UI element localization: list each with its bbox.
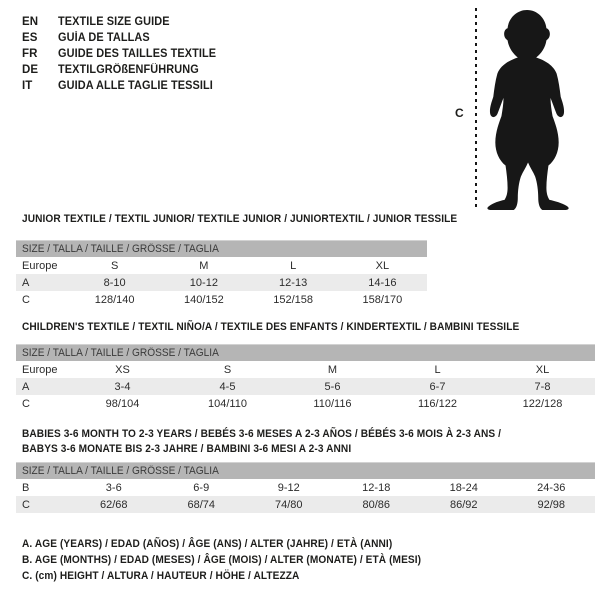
language-row — [22, 62, 225, 78]
row-label: A — [22, 276, 30, 289]
language-code: IT — [22, 80, 33, 92]
cell-value: 140/152 — [183, 293, 224, 306]
size-header-bar — [16, 240, 427, 257]
cell-value: L — [290, 259, 297, 272]
language-title: GUÍA DE TALLAS — [58, 32, 150, 44]
row-label: Europe — [22, 363, 58, 376]
footnote-line: B. AGE (MONTHS) / EDAD (MESES) / ÂGE (MOIS) / ALTER (MONATE) / ETÀ (MESI) — [22, 554, 422, 566]
table-title-line: BABYS 3-6 MONATE BIS 2-3 JAHRE / BAMBINI 3-6 MESI A 2-3 ANNI — [22, 443, 352, 455]
cell-value: 5-6 — [324, 380, 341, 393]
language-row — [22, 14, 225, 30]
cell-value: S — [223, 363, 232, 376]
cell-value: 18-24 — [449, 481, 478, 494]
cell-value: 3-6 — [105, 481, 122, 494]
language-row — [22, 30, 225, 46]
language-code: EN — [22, 16, 39, 28]
cell-value: 12-18 — [362, 481, 391, 494]
height-measure-label: C — [455, 106, 464, 120]
table-row — [16, 395, 595, 412]
size-header-label: SIZE / TALLA / TAILLE / GRÖSSE / TAGLIA — [22, 465, 219, 477]
table-title — [16, 427, 595, 457]
cell-value: 92/98 — [537, 498, 566, 511]
language-row — [22, 46, 225, 62]
cell-value: 110/116 — [313, 397, 352, 410]
footnote-line: A. AGE (YEARS) / EDAD (AÑOS) / ÂGE (ANS) / ALTER (JAHRE) / ETÀ (ANNI) — [22, 538, 393, 550]
table-row — [16, 257, 427, 274]
size-header-label: SIZE / TALLA / TAILLE / GRÖSSE / TAGLIA — [22, 347, 219, 359]
cell-value: XS — [115, 363, 130, 376]
language-title: GUIDA ALLE TAGLIE TESSILI — [58, 80, 213, 92]
table-title — [16, 321, 595, 334]
size-header-bar — [16, 344, 595, 361]
cell-value: 3-4 — [114, 380, 131, 393]
cell-value: 74/80 — [274, 498, 303, 511]
cell-value: 10-12 — [189, 276, 218, 289]
row-label: C — [22, 498, 30, 511]
table-title-line: JUNIOR TEXTILE / TEXTIL JUNIOR/ TEXTILE JUNIOR / JUNIORTEXTIL / JUNIOR TESSILE — [22, 213, 458, 225]
language-header — [22, 14, 225, 94]
cell-value: S — [110, 259, 119, 272]
cell-value: 24-36 — [537, 481, 566, 494]
baby-silhouette-icon — [480, 8, 574, 210]
language-title: GUIDE DES TAILLES TEXTILE — [58, 48, 217, 60]
cell-value: 86/92 — [449, 498, 478, 511]
language-row — [22, 78, 225, 94]
row-label: C — [22, 397, 30, 410]
cell-value: 12-13 — [279, 276, 308, 289]
cell-value: XL — [535, 363, 550, 376]
footnote-line: C. (cm) HEIGHT / ALTURA / HAUTEUR / HÖHE / ALTEZZA — [22, 570, 300, 582]
row-label: A — [22, 380, 30, 393]
cell-value: 104/110 — [208, 397, 247, 410]
table-row — [16, 479, 595, 496]
cell-value: XL — [375, 259, 390, 272]
cell-value: 8-10 — [103, 276, 126, 289]
size-header-label: SIZE / TALLA / TAILLE / GRÖSSE / TAGLIA — [22, 243, 219, 255]
cell-value: 68/74 — [187, 498, 216, 511]
cell-value: 80/86 — [362, 498, 391, 511]
cell-value: 98/104 — [105, 397, 140, 410]
row-label: Europe — [22, 259, 58, 272]
cell-value: 14-16 — [368, 276, 397, 289]
language-code: FR — [22, 48, 38, 60]
cell-value: 62/68 — [99, 498, 128, 511]
language-code: ES — [22, 32, 38, 44]
table-row — [16, 378, 595, 395]
cell-value: M — [199, 259, 209, 272]
table-row — [16, 361, 595, 378]
table-row — [16, 274, 427, 291]
cell-value: L — [434, 363, 441, 376]
figure-block — [448, 6, 598, 214]
language-title: TEXTILGRÖßENFÜHRUNG — [58, 64, 199, 76]
junior-textile-table — [16, 213, 458, 308]
table-title-line: CHILDREN'S TEXTILE / TEXTIL NIÑO/A / TEXTILE DES ENFANTS / KINDERTEXTIL / BAMBINI TESSILE — [22, 321, 520, 333]
table-row — [16, 496, 595, 513]
table-title-line: BABIES 3-6 MONTH TO 2-3 YEARS / BEBÉS 3-6 MESES A 2-3 AÑOS / BÉBÉS 3-6 MOIS À 2-3 ANS / — [22, 428, 502, 440]
cell-value: 6-9 — [193, 481, 210, 494]
table-row — [16, 291, 427, 308]
babies-textile-table — [16, 427, 595, 513]
cell-value: 116/122 — [418, 397, 457, 410]
language-code: DE — [22, 64, 39, 76]
height-measure-dashed-line — [475, 8, 477, 210]
cell-value: 6-7 — [429, 380, 446, 393]
table-title — [16, 213, 458, 226]
cell-value: 128/140 — [94, 293, 135, 306]
cell-value: 4-5 — [219, 380, 236, 393]
cell-value: 9-12 — [277, 481, 300, 494]
size-header-bar — [16, 462, 595, 479]
footnotes — [22, 536, 456, 584]
row-label: C — [22, 293, 30, 306]
cell-value: 158/170 — [362, 293, 403, 306]
cell-value: 152/158 — [273, 293, 313, 306]
language-title: TEXTILE SIZE GUIDE — [58, 16, 170, 28]
row-label: B — [22, 481, 30, 494]
cell-value: 7-8 — [534, 380, 551, 393]
cell-value: M — [327, 363, 338, 376]
childrens-textile-table — [16, 321, 595, 412]
cell-value: 122/128 — [522, 397, 563, 410]
